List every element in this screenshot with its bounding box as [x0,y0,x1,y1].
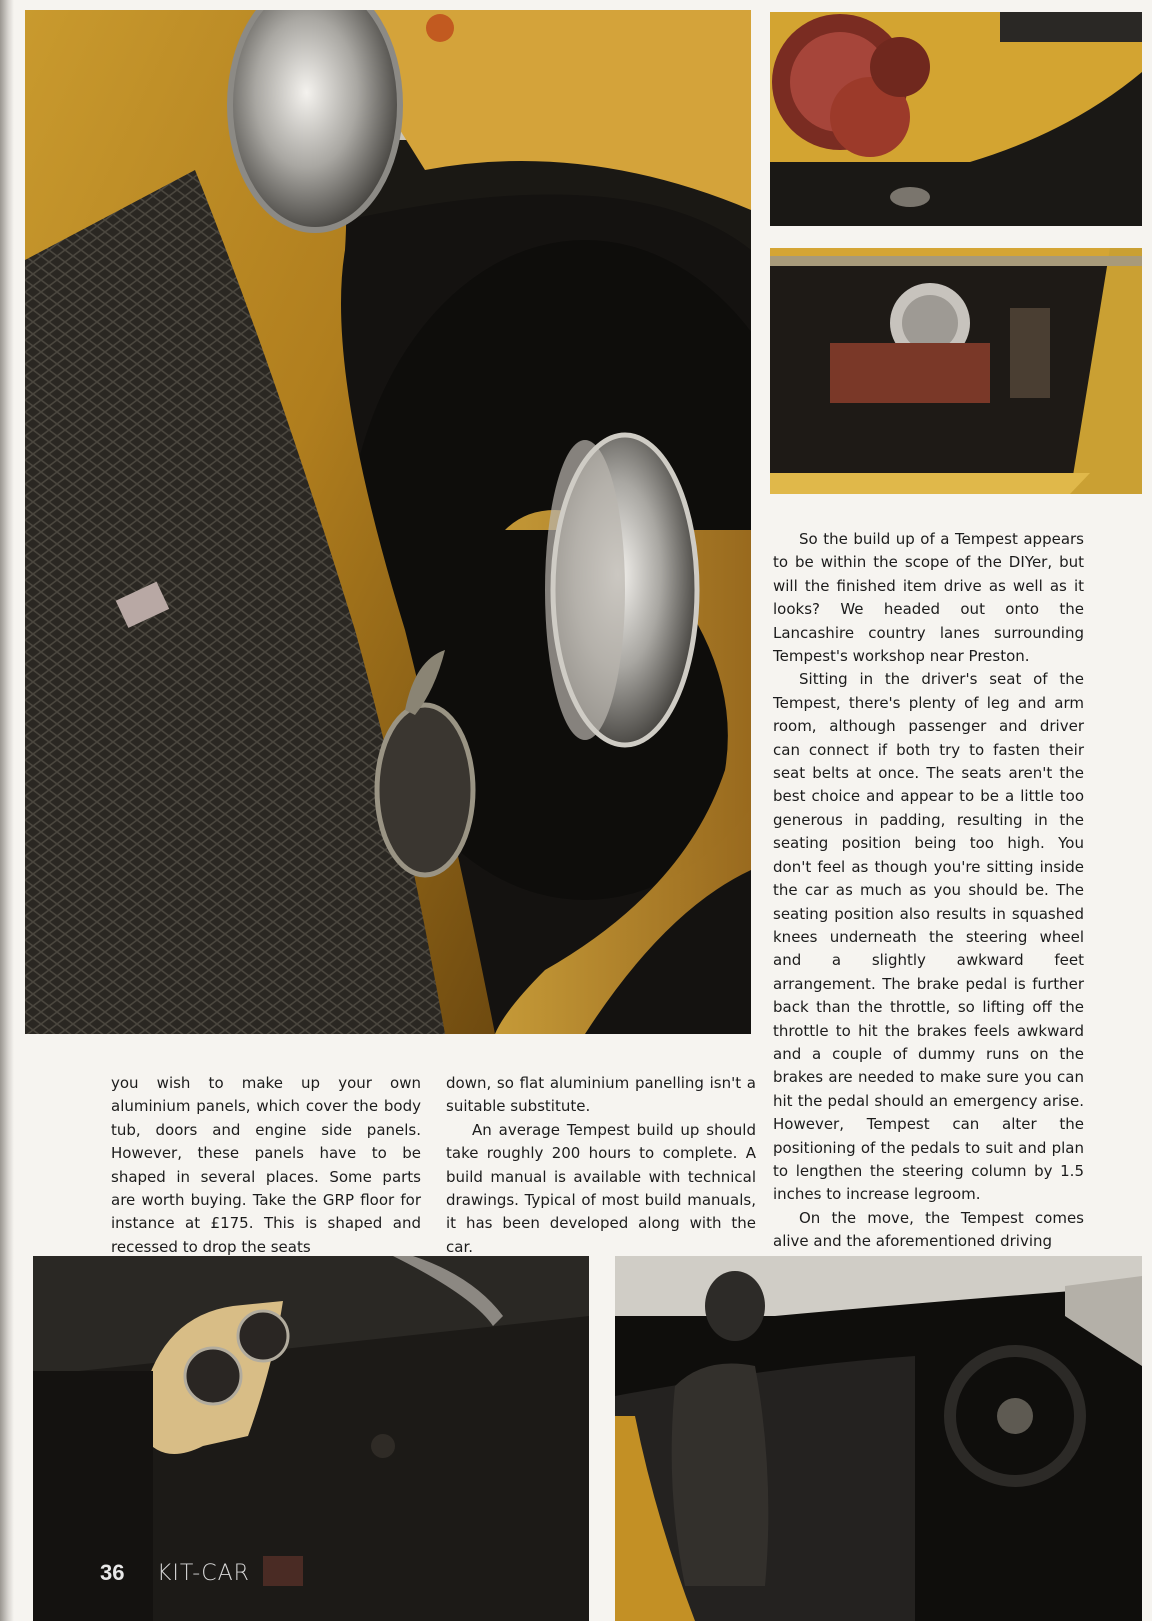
folio [100,1560,250,1586]
seats-steering-photo [615,1256,1142,1621]
engine-bay-photo [770,248,1142,494]
paragraph-seating: Sitting in the driver's seat of the Tempest, there's plenty of leg and arm room, although passenger and driver can connect if both try to fasten their seat belts at once. The seats aren't the best choice and appear to be a little too generous in padding, resulting in the seating position being too high. You don't feel as though you're sitting inside the car as much as you should be. The seating position also results in squashed knees underneath the steering wheel and a slightly awkward feet arrangement. The brake pedal is further back than the throttle, so lifting off the throttle to hit the brakes feels awkward and a couple of dummy runs on the brakes are needed to make sure you can hit the pedal should an emergency arise. However, Tempest can alter the positioning of the pedals to suit and plan to lengthen the steering column by 1.5 inches to increase legroom. [773,670,1084,1204]
magazine-name: KIT-CAR [156,1561,250,1586]
page-number: 36 [100,1560,125,1585]
paragraph-build-hours: An average Tempest build up should take roughly 200 hours to complete. A build manual is available with technical drawings. Typical of most build manuals, it has been developed along with the car. [446,1120,756,1256]
paragraph-build-diyer: So the build up of a Tempest appears to be within the scope of the DIYer, but will the finished item drive as well as it looks? We headed out onto the Lancashire country lanes surrounding Tempest's workshop near Preston. [773,530,1084,666]
right-text-column [773,528,1084,1254]
paragraph-on-the-move: On the move, the Tempest comes alive and the aforementioned driving [773,1208,1084,1251]
middle-text-column [446,1072,756,1259]
page-spine-shadow [0,0,14,1621]
grille-headlamp-photo [25,10,751,1034]
rear-light-photo [770,12,1142,226]
paragraph-substitute: down, so flat aluminium panelling isn't a suitable substitute. [446,1074,756,1116]
left-text-column [111,1072,421,1259]
paragraph-aluminium-panels: you wish to make up your own aluminium panels, which cover the body tub, doors and engine side panels. However, these panels have to be shaped in several places. Some parts are worth buying. Take the GRP floor for instance at £175. This is shaped and recessed to drop the seats [111,1074,421,1256]
